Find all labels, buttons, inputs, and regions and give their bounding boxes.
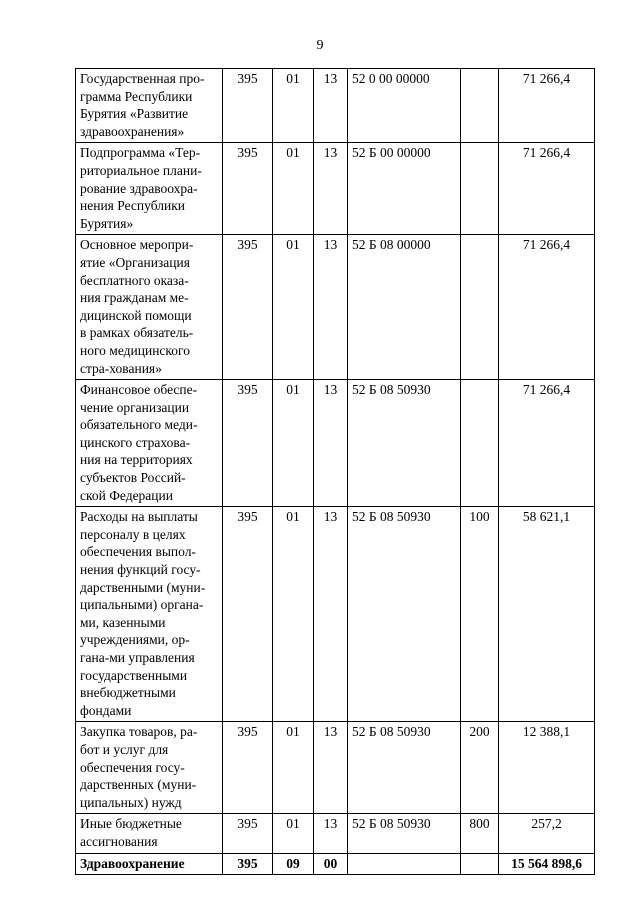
row-pr: 13 [314,235,348,380]
row-rz: 01 [273,235,314,380]
row-name-line: ятие «Организация [80,254,190,270]
row-name [76,814,223,853]
row-name-line: бесплатного оказа- [80,272,189,288]
row-csr: 52 Б 08 00000 [348,235,461,380]
row-name-line: цинского страхова- [80,434,191,450]
row-name-line: нения Республики [80,198,185,214]
row-name-line: фондами [80,702,132,718]
row-name-line: обязательного меди- [80,417,198,433]
table-row [76,380,595,507]
row-rz: 01 [273,507,314,722]
row-sum: 58 621,1 [499,507,595,722]
row-csr: 52 Б 08 50930 [348,722,461,814]
total-csr [348,853,461,875]
budget-table [75,68,595,875]
row-rz: 01 [273,143,314,235]
row-name-line: дицинской помощи [80,307,192,323]
row-ved: 395 [223,235,273,380]
row-name-line: риториальное плани- [80,162,202,178]
row-ved: 395 [223,814,273,853]
row-name-line: Государственная про- [80,71,205,86]
row-name-line: нения функций госу- [80,562,201,578]
row-name-line: ассигнования [80,833,158,849]
row-name [76,507,223,722]
row-pr: 13 [314,507,348,722]
row-csr: 52 Б 08 50930 [348,380,461,507]
row-name-line: субъектов Россий- [80,470,186,486]
row-rz: 01 [273,69,314,143]
table-row [76,507,595,722]
row-name-line: дарственными (муни- [80,579,206,595]
row-ved: 395 [223,380,273,507]
total-ved: 395 [223,853,273,875]
row-name-line: грамма Республики [80,88,193,104]
table-row [76,814,595,853]
total-name: Здравоохранение [76,853,223,875]
row-name-line: государственными [80,667,188,683]
row-csr: 52 Б 08 50930 [348,507,461,722]
row-name [76,235,223,380]
row-sum: 71 266,4 [499,235,595,380]
row-name [76,380,223,507]
row-vr: 800 [461,814,499,853]
table-row [76,722,595,814]
row-sum: 71 266,4 [499,143,595,235]
row-vr [461,69,499,143]
row-rz: 01 [273,722,314,814]
table-row [76,69,595,143]
row-name-line: дарственных (муни- [80,777,197,793]
row-pr: 13 [314,722,348,814]
row-ved: 395 [223,143,273,235]
row-pr: 13 [314,814,348,853]
row-name-line: гана-ми управления [80,650,195,665]
row-name-line: учреждениями, ор- [80,632,190,648]
row-name-line: стра-хования» [80,360,162,376]
row-rz: 01 [273,814,314,853]
row-name-line: обеспечения выпол- [80,544,196,560]
row-name-line: Иные бюджетные [80,816,182,832]
row-name-line: Закупка товаров, ра- [80,724,198,740]
total-rz: 09 [273,853,314,875]
row-pr: 13 [314,143,348,235]
row-name-line: ми, казенными [80,614,166,630]
row-name [76,722,223,814]
row-name-line: здравоохранения» [80,123,185,139]
row-name-line: внебюджетными [80,685,176,701]
table-row [76,235,595,380]
row-name-line: Финансовое обеспе- [80,382,198,398]
total-pr: 00 [314,853,348,875]
row-vr [461,380,499,507]
row-name-line: в рамках обязатель- [80,325,194,341]
row-name-line: Бурятия» [80,215,134,231]
row-ved: 395 [223,69,273,143]
row-name [76,143,223,235]
total-sum: 15 564 898,6 [499,853,595,875]
row-vr: 100 [461,507,499,722]
row-name-line: Бурятия «Развитие [80,106,189,122]
row-name-line: Основное меропри- [80,237,194,253]
row-name-line: ской Федерации [80,487,173,503]
row-name-line: ципальными) органа- [80,597,204,613]
row-vr [461,235,499,380]
row-sum: 257,2 [499,814,595,853]
row-name-line: рование здравоохра- [80,180,198,196]
row-name-line: Расходы на выплаты [80,509,198,525]
row-ved: 395 [223,507,273,722]
row-name-line: ного медицинского [80,342,190,358]
row-name-line: ципальных) нужд [80,794,182,810]
row-name-line: бот и услуг для [80,741,169,757]
row-vr: 200 [461,722,499,814]
row-sum: 12 388,1 [499,722,595,814]
row-name-line: Подпрограмма «Тер- [80,145,201,161]
row-csr: 52 0 00 00000 [348,69,461,143]
row-name-line: чение организации [80,399,190,415]
row-name-line: ния гражданам ме- [80,290,189,306]
row-sum: 71 266,4 [499,69,595,143]
row-name-line: обеспечения госу- [80,759,185,775]
row-vr [461,143,499,235]
row-ved: 395 [223,722,273,814]
total-vr [461,853,499,875]
table-body [76,69,595,875]
row-rz: 01 [273,380,314,507]
row-name-line: ния на территориях [80,452,193,468]
row-name [76,69,223,143]
table-row-total [76,853,595,875]
row-name-line: персоналу в целях [80,526,186,542]
table-row [76,143,595,235]
row-csr: 52 Б 08 50930 [348,814,461,853]
row-pr: 13 [314,380,348,507]
row-sum: 71 266,4 [499,380,595,507]
row-pr: 13 [314,69,348,143]
row-csr: 52 Б 00 00000 [348,143,461,235]
page-number: 9 [316,38,324,53]
